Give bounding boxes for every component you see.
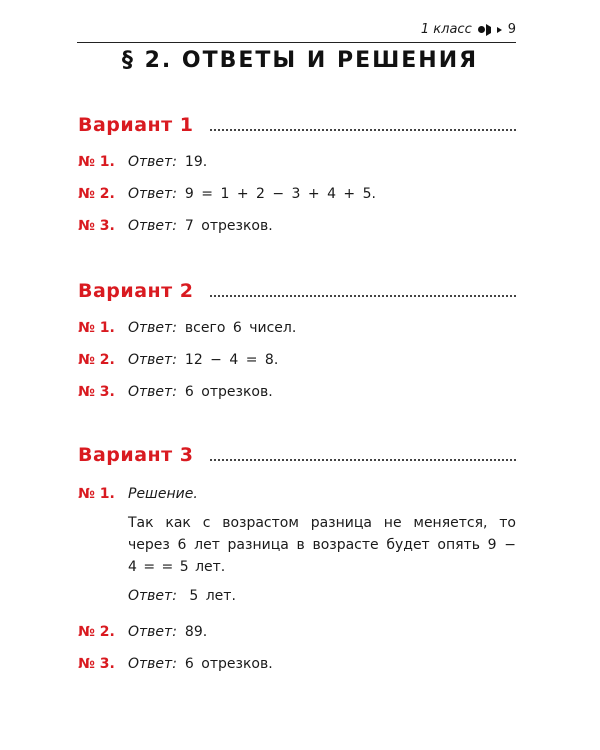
answer-keyword: Ответ: [128,656,177,672]
answer-keyword: Ответ: [128,624,177,640]
answer-keyword: Ответ: [128,588,177,604]
variant-2-section [78,276,516,400]
variant-1-section [78,110,516,234]
item-number: № 2. [78,186,115,202]
variant-heading [78,276,516,302]
answer-text: 6 отрезков. [184,656,273,672]
answer-text: 89. [184,624,208,640]
answer-keyword: Ответ: [128,218,177,234]
header-info [421,22,516,37]
solution-item [78,486,516,502]
item-number: № 1. [78,486,115,502]
answer-item [78,320,516,336]
item-number: № 2. [78,624,115,640]
answer-item [78,218,516,234]
answer-text: 7 отрезков. [184,218,273,234]
solution-answer [128,588,516,604]
arrow-dots-icon [478,24,502,36]
answer-text: 9 = 1 + 2 − 3 + 4 + 5. [184,186,376,202]
answer-keyword: Ответ: [128,186,177,202]
answer-text: 12 − 4 = 8. [184,352,279,368]
variant-label: Вариант 2 [78,280,194,302]
variant-label: Вариант 1 [78,114,194,136]
item-number: № 1. [78,320,115,336]
answer-text: 5 лет. [189,588,236,604]
answer-item [78,186,516,202]
answer-text: всего 6 чисел. [184,320,297,336]
dotted-leader [210,129,516,131]
answer-item [78,384,516,400]
answer-keyword: Ответ: [128,352,177,368]
variant-heading [78,110,516,136]
solution-keyword: Решение. [128,486,198,502]
page-title: § 2. ОТВЕТЫ И РЕШЕНИЯ [121,48,479,73]
variant-heading [78,440,516,466]
item-number: № 2. [78,352,115,368]
item-number: № 1. [78,154,115,170]
answer-keyword: Ответ: [128,320,177,336]
answer-text: 19. [184,154,208,170]
item-number: № 3. [78,656,115,672]
answer-item [78,352,516,368]
dotted-leader [210,459,516,461]
dotted-leader [210,295,516,297]
answer-text: 6 отрезков. [184,384,273,400]
variant-3-section [78,440,516,672]
variant-label: Вариант 3 [78,444,194,466]
answer-keyword: Ответ: [128,384,177,400]
item-number: № 3. [78,384,115,400]
page-header [77,22,516,43]
answer-item [78,656,516,672]
item-number: № 3. [78,218,115,234]
solution-paragraph: Так как с возрастом разница не меняется, то через 6 лет разница в возрасте будет опять 9 − 4 = = 5 лет. [128,515,516,575]
answer-keyword: Ответ: [128,154,177,170]
page-number: 9 [507,22,516,37]
answer-item [78,624,516,640]
answer-item [78,154,516,170]
grade-label: 1 класс [420,22,472,37]
